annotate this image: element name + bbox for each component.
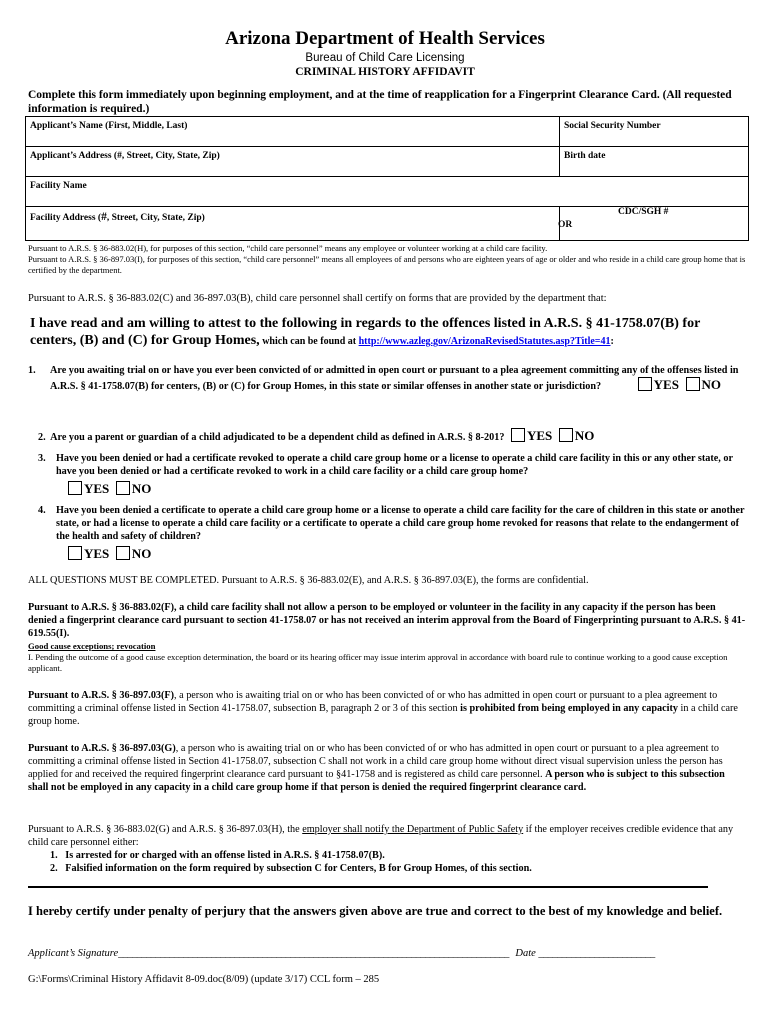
statutes-link[interactable]: http://www.azleg.gov/ArizonaRevisedStatutes.asp?Title=41 — [358, 336, 611, 347]
paragraph-897-f: Pursuant to A.R.S. § 36-897.03(F), a person who is awaiting trial on or who has been convicted of or who has admitted in open court or pursuant to a plea agreement to committing a criminal offense listed in Section 41-1758.07, subsection B, paragraph 2 or 3 of this section is prohibited from being employed in any capacity in a child care group home. — [28, 690, 738, 727]
applicant-info-table — [25, 116, 749, 241]
question-3: 3. Have you been denied or had a certificate revoked to operate a child care group home or a license to operate a child care facility in this or any other state, or have you been denied or had a certificate revoked to work in a child care facility or a child care group home? YES NO — [38, 452, 746, 497]
good-cause-section — [28, 641, 746, 674]
paragraph-897-g: Pursuant to A.R.S. § 36-897.03(G), a person who is awaiting trial on or who has been convicted of or who has admitted in open court or pursuant to a plea agreement to committing a criminal offense listed in Section 41-1758.07, subsection C shall not work in a child care group home without direct visual supervision unless the person has applied for and received the required fingerprint clearance card pursuant to §41-1758 and is registered as child care personnel. A person who is subject to this subsection shall not be employed in any capacity in a child care group home if that person is denied the required fingerprint clearance card. — [28, 743, 725, 793]
question-1-text: Are you awaiting trial on or have you ever been convicted of or admitted in open court or pursuant to a plea agreement committing any of the offenses listed in A.R.S. § 41-1758.07(B) for centers, (B) or (C) for Group Homes, in this state or similar offenses in another state or jurisdiction? — [50, 365, 739, 392]
question-1-answers: YES NO — [634, 381, 721, 392]
question-2-no-checkbox[interactable] — [559, 428, 573, 442]
question-4-text: Have you been denied a certificate to operate a child care group home or a license to operate a child care facility for the care of children in this state or another state, or had a license to operate a child care facility or a certificate to operate a child care group home revoked for reasons that relate to the endangerment of the health and safety of children? — [56, 505, 745, 542]
definition-897: Pursuant to A.R.S. § 36-897.03(I), for purposes of this section, “child care personnel” means all employees of and persons who are eighteen years of age or older and who reside in a child care group home that is certified by the department. — [28, 254, 746, 275]
question-1-yes-checkbox[interactable] — [638, 377, 652, 391]
question-4-yes-checkbox[interactable] — [68, 546, 82, 560]
signature-row — [28, 948, 746, 959]
question-1: 1. Are you awaiting trial on or have you ever been convicted of or admitted in open court or pursuant to a plea agreement committing any of the offenses listed in A.R.S. § 41-1758.07(B) for centers, (B) or (C) for Group Homes, in this state or similar offenses in another state or jurisdiction? YES NO — [28, 365, 739, 392]
section-divider — [28, 886, 708, 888]
good-cause-text: I. Pending the outcome of a good cause exception determination, the board or its hearing officer may issue interim approval in accordance with board rule to continue working to a good cause exception applicant. — [28, 652, 728, 673]
certification-statement: I hereby certify under penalty of perjury that the answers given above are true and correct to the best of my knowledge and belief. — [28, 904, 723, 918]
applicant-address-label: Applicant’s Address (#, Street, City, State, Zip) — [30, 151, 220, 161]
question-3-answers: YES NO — [68, 481, 746, 497]
all-questions-notice: ALL QUESTIONS MUST BE COMPLETED. Pursuant to A.R.S. § 36-883.02(E), and A.R.S. § 36-897.03(E), the forms are confidential. — [28, 575, 589, 586]
intro-instructions: Complete this form immediately upon beginning employment, and at the time of reapplication for a Fingerprint Clearance Card. (All requested information is required.) — [28, 89, 732, 115]
applicant-name-label: Applicant’s Name (First, Middle, Last) — [30, 121, 188, 131]
definition-883: Pursuant to A.R.S. § 36-883.02(H), for purposes of this section, “child care personnel” means any employee or volunteer working at a child care facility. — [28, 243, 548, 253]
applicant-address-field[interactable] — [26, 147, 560, 177]
question-3-no-checkbox[interactable] — [116, 481, 130, 495]
question-3-text: Have you been denied or had a certificate revoked to operate a child care group home or a license to operate a child care facility in this or any other state, or have you been denied or had a certificate revoked to work in a child care facility or a child care group home? — [56, 453, 733, 477]
employer-notify-paragraph: Pursuant to A.R.S. § 36-883.02(G) and A.R.S. § 36-897.03(H), the employer shall notify the Department of Public Safety if the employer receives credible evidence that any child care personnel either: 1. Is arrested for or charged with an offense listed in A.R.S. § 41-1758.07(B). 2. Falsified information on the form required by subsection C for Centers, B for Group Homes, of this section. — [28, 823, 746, 875]
ssn-field[interactable] — [560, 117, 749, 147]
page-title: Arizona Department of Health Services — [225, 28, 545, 49]
question-2-text: Are you a parent or guardian of a child adjudicated to be a dependent child as defined in A.R.S. § 8-201? — [50, 432, 505, 443]
signature-label: Applicant’s Signature — [28, 948, 119, 959]
facility-name-label: Facility Name — [30, 181, 87, 191]
question-1-no-checkbox[interactable] — [686, 377, 700, 391]
or-label: OR — [558, 220, 573, 230]
bureau-name: Bureau of Child Care Licensing — [305, 52, 465, 64]
facility-name-field[interactable] — [26, 177, 749, 207]
certify-statement: Pursuant to A.R.S. § 36-883.02(C) and 36-897.03(B), child care personnel shall certify on forms that are provided by the department that: — [28, 293, 607, 304]
signature-line[interactable]: ____________________________________________________________________________________ — [118, 948, 509, 959]
form-footer: G:\Forms\Criminal History Affidavit 8-09.doc(8/09) (update 3/17) CCL form – 285 — [28, 974, 380, 985]
attestation-heading: I have read and am willing to attest to the following in regards to the offences listed in A.R.S. § 41-1758.07(B) for centers, (B) and (C) for Group Homes, which can be found at http://www.azleg.gov/ArizonaRevisedStatutes.asp?Title=41: — [30, 316, 701, 348]
cdc-sgh-field[interactable] — [560, 207, 749, 241]
question-4: 4. Have you been denied a certificate to operate a child care group home or a license to operate a child care facility for the care of children in this state or another state, or had a license to operate a child care facility or a certificate to operate a child care group home revoked for reasons that relate to the endangerment of the health and safety of children? YES NO — [38, 505, 745, 561]
good-cause-heading: Good cause exceptions; revocation — [28, 641, 156, 651]
question-2: 2. Are you a parent or guardian of a child adjudicated to be a dependent child as defined in A.R.S. § 8-201? YES NO — [38, 428, 595, 443]
question-2-yes-checkbox[interactable] — [511, 428, 525, 442]
notify-item-2: 2. Falsified information on the form required by subsection C for Centers, B for Group Homes, of this section. — [50, 863, 532, 874]
question-4-no-checkbox[interactable] — [116, 546, 130, 560]
personnel-definitions — [28, 243, 746, 276]
facility-address-label: Facility Address (#, Street, City, State, Zip) — [30, 211, 205, 223]
birth-date-field[interactable] — [560, 147, 749, 177]
notify-item-1: 1. Is arrested for or charged with an offense listed in A.R.S. § 41-1758.07(B). — [50, 850, 385, 861]
question-4-answers: YES NO — [68, 546, 746, 562]
applicant-name-field[interactable] — [26, 117, 560, 147]
facility-address-field[interactable] — [26, 207, 560, 241]
date-label: Date — [515, 948, 536, 959]
question-3-yes-checkbox[interactable] — [68, 481, 82, 495]
date-line[interactable]: _________________________ — [538, 948, 655, 959]
cdc-sgh-label: CDC/SGH # — [618, 207, 669, 217]
paragraph-883-f: Pursuant to A.R.S. § 36-883.02(F), a child care facility shall not allow a person to be employed or volunteer in the facility in any capacity if the person has been denied a fingerprint clearance card pursuant to section 41-1758.07 or has not received an interim approval from the Board of Fingerprinting pursuant to A.R.S. § 41-619.55(I). — [28, 602, 746, 639]
ssn-label: Social Security Number — [564, 121, 661, 131]
birth-date-label: Birth date — [564, 151, 606, 161]
form-name: CRIMINAL HISTORY AFFIDAVIT — [295, 66, 475, 78]
